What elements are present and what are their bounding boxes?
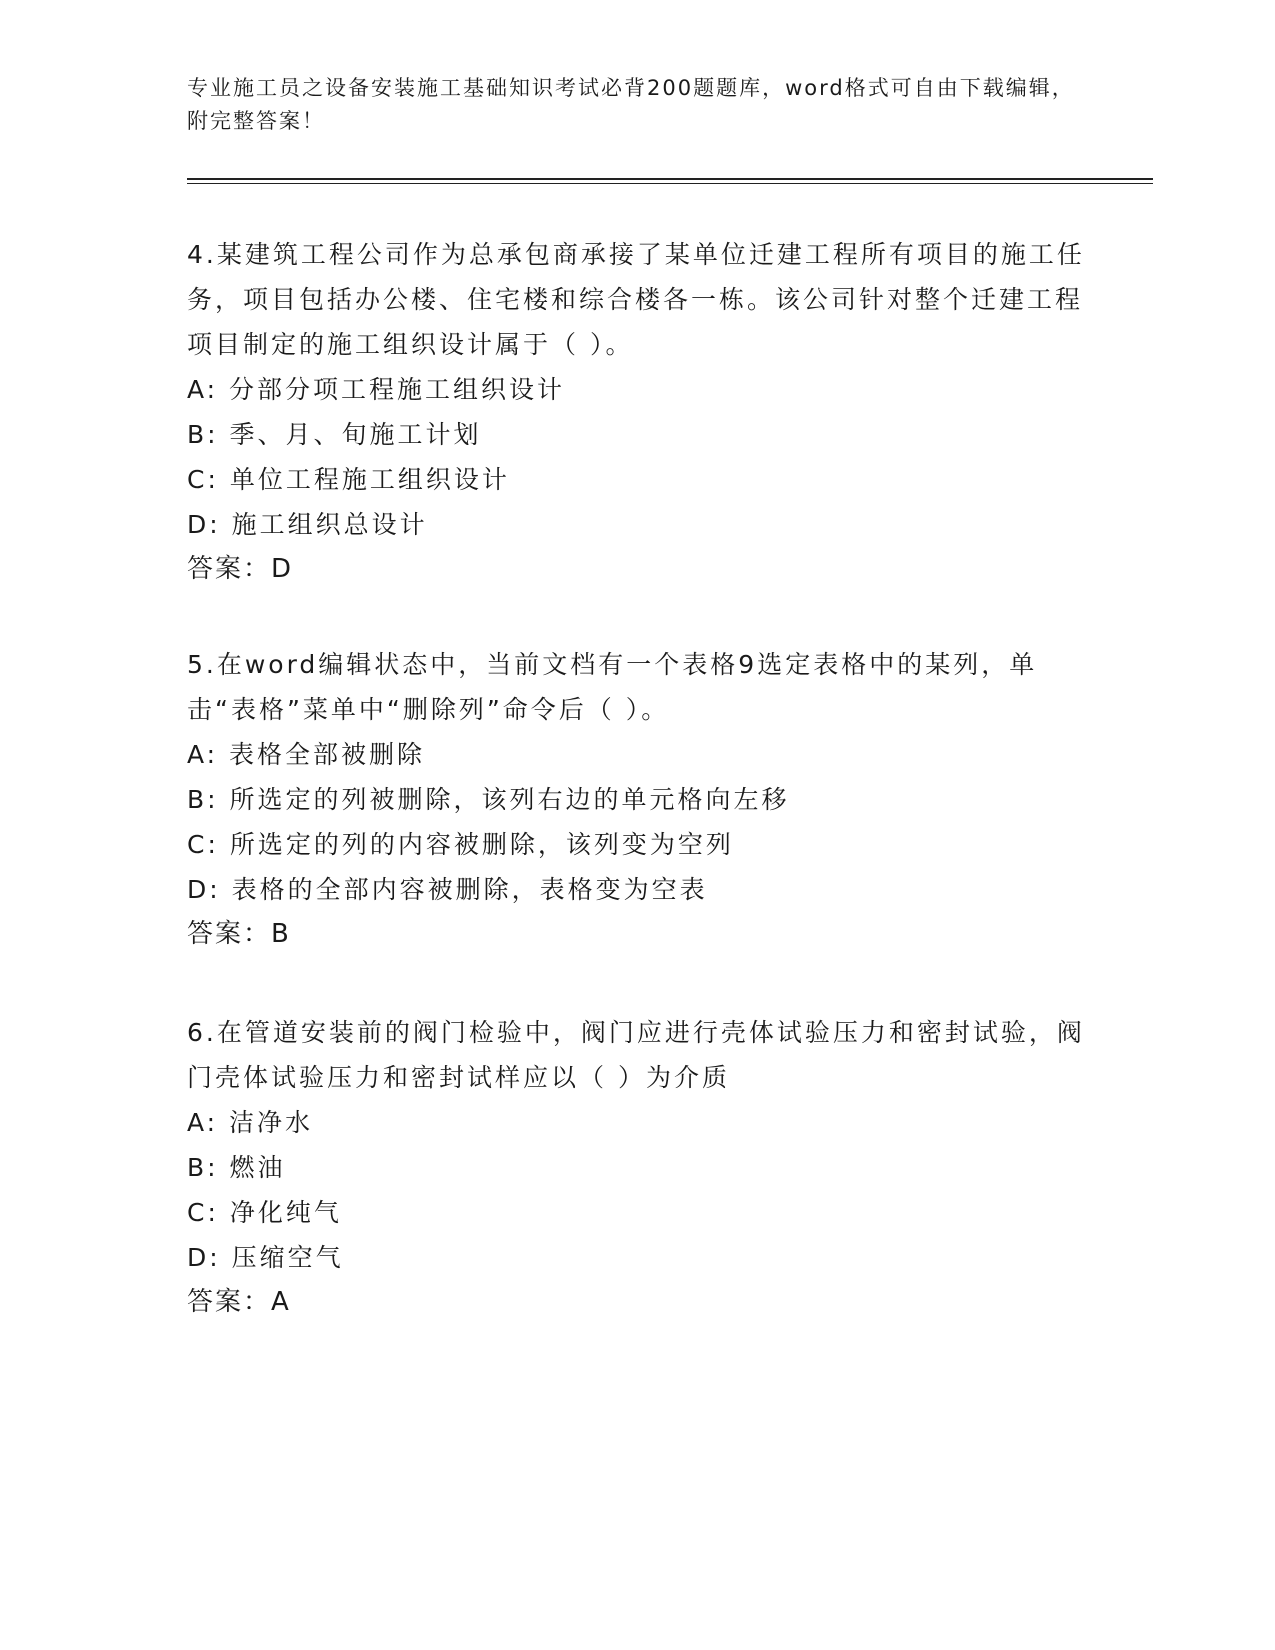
question-stem: 5.在word编辑状态中，当前文档有一个表格9选定表格中的某列，单击“表格”菜单中“删除列”命令后（ ）。 bbox=[187, 650, 1038, 724]
option-b: B: 燃油 bbox=[187, 1153, 286, 1182]
option-d: D: 表格的全部内容被删除，表格变为空表 bbox=[187, 875, 708, 904]
option-a: A: 表格全部被删除 bbox=[187, 740, 426, 769]
option-d: D: 压缩空气 bbox=[187, 1243, 344, 1272]
answer-label: 答案：A bbox=[187, 1287, 291, 1317]
option-c: C: 所选定的列的内容被删除，该列变为空列 bbox=[187, 830, 734, 859]
option-b: B: 所选定的列被删除，该列右边的单元格向左移 bbox=[187, 785, 790, 814]
answer-label: 答案：D bbox=[187, 554, 294, 584]
question-stem: 4.某建筑工程公司作为总承包商承接了某单位迁建工程所有项目的施工任务，项目包括办公楼、住宅楼和综合楼各一栋。该公司针对整个迁建工程项目制定的施工组织设计属于（ ）。 bbox=[187, 240, 1085, 359]
option-a: A: 洁净水 bbox=[187, 1108, 314, 1137]
question-block bbox=[187, 232, 1087, 592]
question-block bbox=[187, 1010, 1087, 1325]
header-divider bbox=[187, 178, 1153, 184]
answer-label: 答案：B bbox=[187, 919, 291, 949]
document-header: 专业施工员之设备安装施工基础知识考试必背200题题库，word格式可自由下载编辑，附完整答案！ bbox=[187, 76, 1075, 133]
option-d: D: 施工组织总设计 bbox=[187, 510, 428, 539]
option-c: C: 单位工程施工组织设计 bbox=[187, 465, 510, 494]
option-b: B: 季、月、旬施工计划 bbox=[187, 420, 482, 449]
question-block bbox=[187, 642, 1087, 957]
option-c: C: 净化纯气 bbox=[187, 1198, 342, 1227]
question-stem: 6.在管道安装前的阀门检验中，阀门应进行壳体试验压力和密封试验，阀门壳体试验压力和密封试样应以（ ）为介质 bbox=[187, 1018, 1085, 1092]
option-a: A: 分部分项工程施工组织设计 bbox=[187, 375, 566, 404]
